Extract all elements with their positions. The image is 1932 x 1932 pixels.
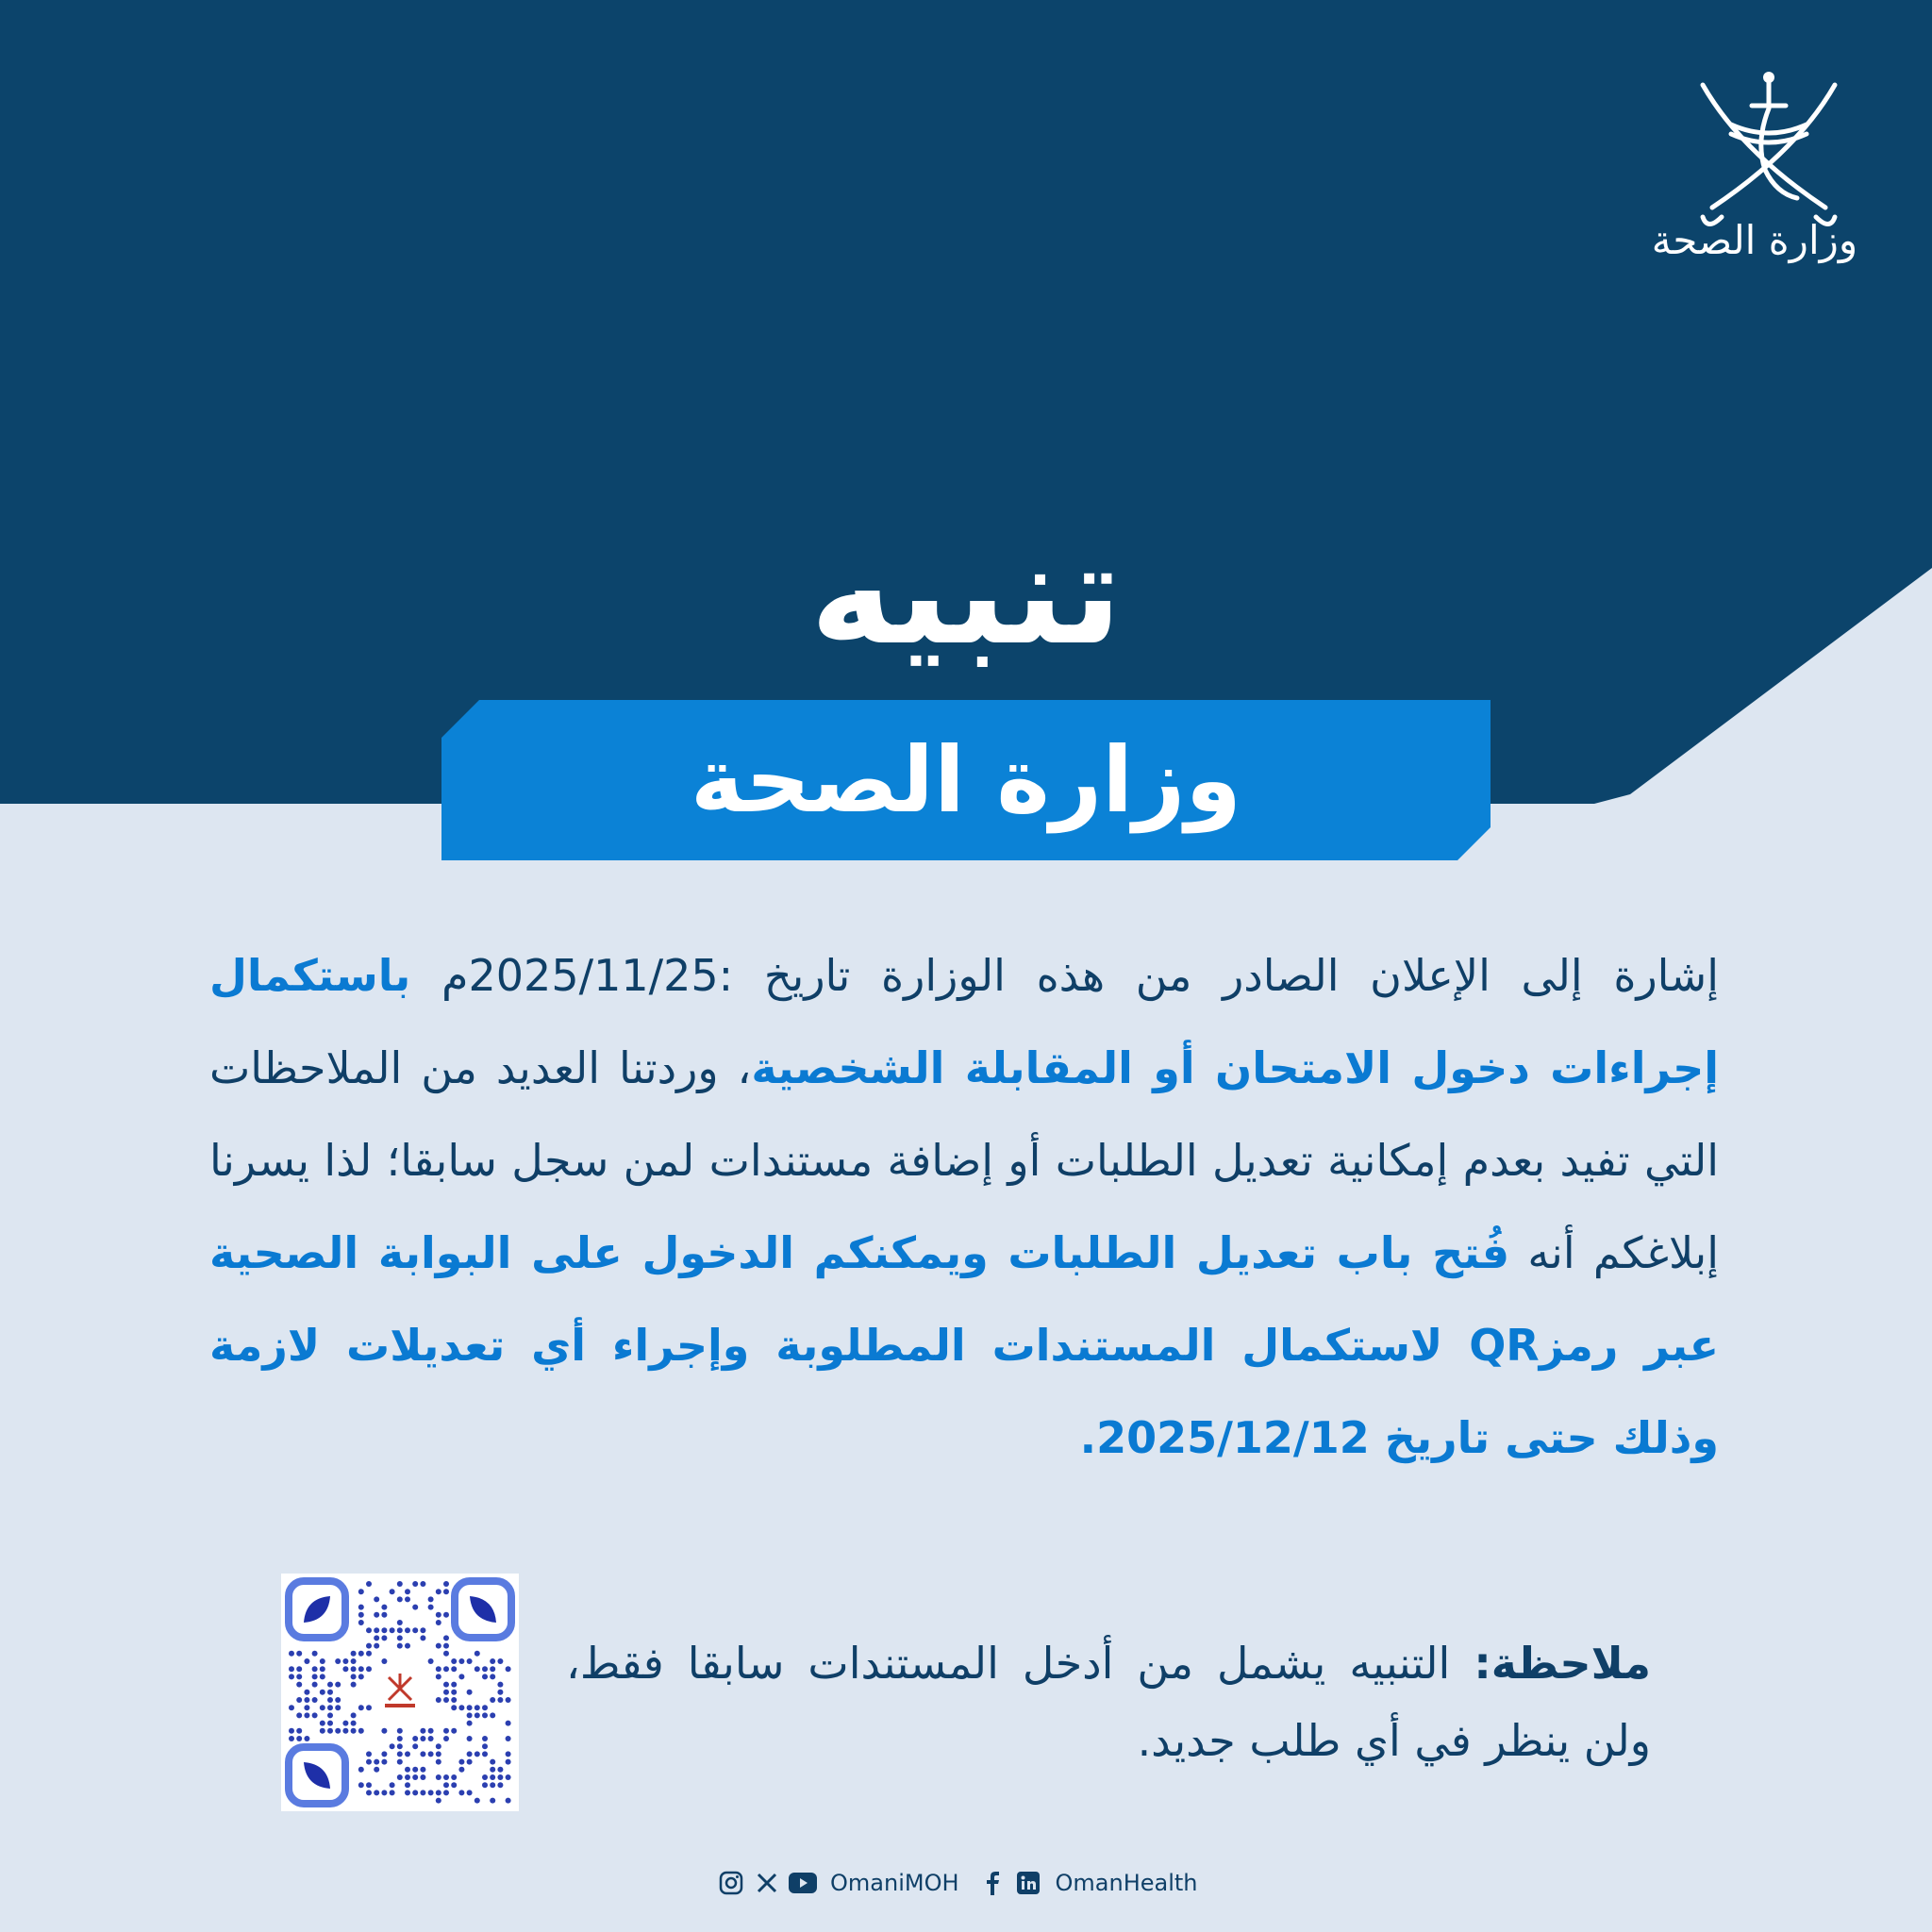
qr-module (412, 1767, 418, 1773)
qr-module (443, 1651, 449, 1657)
qr-finder-top-left (289, 1581, 345, 1638)
qr-module (304, 1712, 309, 1718)
handle-omanhealth[interactable]: OmanHealth (1055, 1870, 1198, 1896)
qr-module (451, 1782, 457, 1788)
qr-module (412, 1627, 418, 1633)
qr-module (397, 1736, 403, 1741)
qr-module (451, 1697, 457, 1703)
qr-module (428, 1790, 434, 1795)
qr-module (467, 1690, 473, 1695)
qr-module (296, 1728, 302, 1734)
qr-module (366, 1627, 372, 1633)
qr-module (506, 1697, 511, 1703)
qr-module (467, 1759, 473, 1765)
qr-module (366, 1643, 372, 1649)
qr-module (458, 1759, 464, 1765)
qr-module (289, 1651, 294, 1657)
body-highlight-2: فُتح باب تعديل الطلبات ويمكنكم الدخول على البوابة الصحية عبر رمزQR لاستكمال المستندات المطلوبة وإجراء أي تعديلات لازمة وذلك حتى تاريخ 2025/12/12. (209, 1227, 1719, 1463)
qr-module (458, 1767, 464, 1773)
qr-module (335, 1728, 341, 1734)
qr-module (467, 1712, 473, 1718)
qr-module (490, 1798, 495, 1804)
qr-module (335, 1658, 341, 1664)
qr-module (451, 1774, 457, 1780)
qr-module (390, 1627, 395, 1633)
qr-module (296, 1697, 302, 1703)
qr-module (428, 1658, 434, 1664)
qr-module (397, 1620, 403, 1625)
qr-module (420, 1728, 425, 1734)
qr-module (327, 1682, 333, 1688)
qr-module (312, 1712, 318, 1718)
qr-module (451, 1666, 457, 1672)
qr-module (358, 1728, 364, 1734)
qr-module (296, 1674, 302, 1679)
qr-module (312, 1682, 318, 1688)
handle-omanimoh[interactable]: OmaniMOH (830, 1870, 959, 1896)
qr-module (304, 1697, 309, 1703)
qr-module (443, 1635, 449, 1641)
qr-module (358, 1651, 364, 1657)
qr-module (289, 1666, 294, 1672)
qr-module (320, 1666, 325, 1672)
qr-module (436, 1666, 441, 1672)
qr-module (420, 1627, 425, 1633)
qr-module (482, 1751, 488, 1757)
qr-module (374, 1627, 379, 1633)
qr-module (296, 1651, 302, 1657)
qr-module (312, 1674, 318, 1679)
qr-module (358, 1666, 364, 1672)
qr-module (420, 1751, 425, 1757)
qr-module (358, 1782, 364, 1788)
qr-module (428, 1605, 434, 1610)
note-text: التنبيه يشمل من أدخل المستندات سابقا فقط، ولن ينظر في أي طلب جديد. (566, 1638, 1651, 1766)
qr-module (443, 1697, 449, 1703)
qr-module (420, 1774, 425, 1780)
qr-module (467, 1658, 473, 1664)
qr-module (351, 1712, 357, 1718)
qr-module (390, 1782, 395, 1788)
qr-module (467, 1751, 473, 1757)
qr-module (304, 1705, 309, 1710)
qr-module (335, 1705, 341, 1710)
qr-module (342, 1721, 348, 1726)
qr-module (405, 1774, 410, 1780)
qr-module (475, 1712, 480, 1718)
qr-module (366, 1751, 372, 1757)
qr-module (296, 1736, 302, 1741)
qr-module (381, 1751, 387, 1757)
qr-module (482, 1674, 488, 1679)
qr-module (436, 1697, 441, 1703)
qr-module (374, 1790, 379, 1795)
qr-module (296, 1712, 302, 1718)
qr-module (443, 1643, 449, 1649)
qr-module (381, 1627, 387, 1633)
qr-module (381, 1790, 387, 1795)
qr-module (443, 1666, 449, 1672)
qr-module (420, 1790, 425, 1795)
qr-module (304, 1690, 309, 1695)
qr-module (443, 1589, 449, 1594)
qr-module (335, 1682, 341, 1688)
qr-module (374, 1635, 379, 1641)
qr-module (436, 1798, 441, 1804)
qr-module (451, 1658, 457, 1664)
qr-module (428, 1728, 434, 1734)
qr-module (436, 1643, 441, 1649)
qr-module (390, 1589, 395, 1594)
qr-module (327, 1728, 333, 1734)
qr-module (351, 1721, 357, 1726)
qr-module (358, 1674, 364, 1679)
qr-module (467, 1705, 473, 1710)
qr-module (436, 1790, 441, 1795)
qr-module (443, 1728, 449, 1734)
qr-module (397, 1751, 403, 1757)
qr-module (397, 1728, 403, 1734)
qr-module (490, 1782, 495, 1788)
qr-module (327, 1690, 333, 1695)
qr-module (405, 1767, 410, 1773)
qr-module (405, 1596, 410, 1602)
qr-module (482, 1666, 488, 1672)
qr-module (366, 1651, 372, 1657)
qr-module (475, 1798, 480, 1804)
qr-module (320, 1690, 325, 1695)
qr-module (412, 1743, 418, 1749)
qr-module (397, 1774, 403, 1780)
qr-module (482, 1774, 488, 1780)
qr-module (366, 1790, 372, 1795)
qr-module (412, 1605, 418, 1610)
logo-wordmark: وزارة الصحة (1651, 217, 1858, 263)
qr-module (296, 1666, 302, 1672)
qr-module (420, 1736, 425, 1741)
qr-module (405, 1627, 410, 1633)
qr-module (506, 1759, 511, 1765)
qr-module (374, 1643, 379, 1649)
qr-module (467, 1736, 473, 1741)
qr-module (320, 1705, 325, 1710)
qr-module (482, 1736, 488, 1741)
qr-module (397, 1743, 403, 1749)
qr-module (475, 1651, 480, 1657)
qr-module (490, 1774, 495, 1780)
qr-module (320, 1674, 325, 1679)
qr-module (312, 1666, 318, 1672)
qr-module (428, 1596, 434, 1602)
qr-module (381, 1658, 387, 1664)
qr-module (320, 1728, 325, 1734)
qr-module (436, 1620, 441, 1625)
qr-module (443, 1581, 449, 1587)
qr-module (320, 1721, 325, 1726)
qr-module (342, 1728, 348, 1734)
qr-module (506, 1798, 511, 1804)
qr-module (490, 1712, 495, 1718)
ribbon-label: وزارة الصحة (690, 727, 1242, 833)
qr-module (458, 1790, 464, 1795)
qr-module (289, 1736, 294, 1741)
qr-module (366, 1782, 372, 1788)
qr-module (405, 1643, 410, 1649)
qr-module (304, 1658, 309, 1664)
qr-module (405, 1751, 410, 1757)
qr-module (296, 1682, 302, 1688)
qr-module (327, 1721, 333, 1726)
qr-module (436, 1612, 441, 1618)
qr-module (506, 1736, 511, 1741)
qr-module (428, 1736, 434, 1741)
qr-module (351, 1666, 357, 1672)
qr-module (482, 1705, 488, 1710)
qr-module (490, 1674, 495, 1679)
qr-module (358, 1767, 364, 1773)
qr-module (351, 1674, 357, 1679)
qr-module (327, 1697, 333, 1703)
qr-module (342, 1666, 348, 1672)
qr-finder-top-right (455, 1581, 511, 1638)
qr-module (475, 1666, 480, 1672)
qr-module (397, 1581, 403, 1587)
qr-module (412, 1736, 418, 1741)
announcement-body (209, 929, 1719, 1484)
qr-module (381, 1635, 387, 1641)
qr-code[interactable] (281, 1574, 519, 1811)
qr-module (497, 1690, 503, 1695)
qr-module (436, 1751, 441, 1757)
qr-module (458, 1705, 464, 1710)
body-segment-1: إشارة إلى الإعلان الصادر من هذه الوزارة تاريخ :2025/11/25م (410, 950, 1719, 1001)
qr-module (490, 1666, 495, 1672)
qr-module (374, 1759, 379, 1765)
qr-module (420, 1767, 425, 1773)
qr-module (412, 1774, 418, 1780)
social-footer (717, 1864, 1245, 1902)
qr-module (381, 1605, 387, 1610)
qr-module (475, 1751, 480, 1757)
qr-module (497, 1697, 503, 1703)
qr-module (397, 1635, 403, 1641)
qr-module (289, 1728, 294, 1734)
qr-module (335, 1697, 341, 1703)
qr-module (374, 1612, 379, 1618)
qr-module (482, 1743, 488, 1749)
qr-module (458, 1674, 464, 1679)
page-title: تنبيه (809, 512, 1123, 676)
qr-module (390, 1743, 395, 1749)
qr-module (451, 1690, 457, 1695)
qr-module (358, 1605, 364, 1610)
qr-module (490, 1759, 495, 1765)
qr-module (497, 1767, 503, 1773)
qr-module (506, 1666, 511, 1672)
qr-module (436, 1774, 441, 1780)
qr-module (436, 1759, 441, 1765)
qr-module (497, 1782, 503, 1788)
qr-module (467, 1721, 473, 1726)
qr-module (428, 1751, 434, 1757)
qr-module (351, 1728, 357, 1734)
qr-module (351, 1651, 357, 1657)
qr-module (420, 1581, 425, 1587)
qr-module (436, 1589, 441, 1594)
qr-module (327, 1705, 333, 1710)
youtube-icon[interactable] (789, 1869, 817, 1897)
qr-module (312, 1697, 318, 1703)
qr-module (497, 1658, 503, 1664)
qr-module (374, 1767, 379, 1773)
note-label: ملاحظة: (1474, 1638, 1651, 1689)
qr-module (458, 1658, 464, 1664)
qr-module (289, 1674, 294, 1679)
instagram-icon[interactable] (717, 1869, 745, 1897)
qr-module (390, 1790, 395, 1795)
qr-module (482, 1782, 488, 1788)
body-segment-2: ، وردتنا العديد من الملاحظات التي تفيد بعدم إمكانية تعديل الطلبات أو إضافة مستندات لمن سجل سابقا؛ لذا يسرنا إبلاغكم أنه (209, 1042, 1719, 1278)
qr-module (443, 1790, 449, 1795)
body-highlight-1: باستكمال إجراءات دخول الامتحان أو المقابلة الشخصية (209, 950, 1719, 1093)
qr-module (358, 1612, 364, 1618)
qr-module (506, 1721, 511, 1726)
qr-module (312, 1651, 318, 1657)
qr-module (405, 1589, 410, 1594)
qr-module (412, 1790, 418, 1795)
qr-module (351, 1658, 357, 1664)
qr-module (342, 1658, 348, 1664)
qr-module (467, 1790, 473, 1795)
qr-module (304, 1736, 309, 1741)
qr-module (397, 1643, 403, 1649)
qr-module (366, 1666, 372, 1672)
qr-module (405, 1790, 410, 1795)
qr-module (381, 1759, 387, 1765)
qr-module (490, 1658, 495, 1664)
qr-module (436, 1674, 441, 1679)
qr-module (358, 1620, 364, 1625)
qr-module (327, 1712, 333, 1718)
qr-module (497, 1682, 503, 1688)
x-icon[interactable] (753, 1869, 781, 1897)
qr-module (420, 1635, 425, 1641)
qr-module (506, 1774, 511, 1780)
facebook-icon[interactable] (978, 1869, 1007, 1897)
qr-module (397, 1627, 403, 1633)
qr-module (381, 1728, 387, 1734)
qr-module (443, 1736, 449, 1741)
qr-module (397, 1759, 403, 1765)
qr-module (289, 1705, 294, 1710)
qr-module (381, 1612, 387, 1618)
qr-module (351, 1682, 357, 1688)
qr-module (443, 1782, 449, 1788)
qr-module (412, 1581, 418, 1587)
qr-module (497, 1774, 503, 1780)
qr-module (366, 1759, 372, 1765)
qr-module (451, 1705, 457, 1710)
qr-module (443, 1774, 449, 1780)
qr-module (506, 1751, 511, 1757)
qr-module (397, 1596, 403, 1602)
qr-module (320, 1658, 325, 1664)
qr-module (443, 1612, 449, 1618)
note-box (566, 1624, 1651, 1779)
qr-module (358, 1589, 364, 1594)
qr-finder-bottom-left (289, 1747, 345, 1804)
qr-module (366, 1705, 372, 1710)
linkedin-icon[interactable] (1014, 1869, 1042, 1897)
qr-module (451, 1728, 457, 1734)
qr-module (475, 1705, 480, 1710)
qr-module (451, 1682, 457, 1688)
qr-module (490, 1697, 495, 1703)
qr-module (490, 1767, 495, 1773)
qr-module (443, 1682, 449, 1688)
qr-module (358, 1705, 364, 1710)
qr-module (482, 1712, 488, 1718)
qr-module (405, 1782, 410, 1788)
qr-module (366, 1581, 372, 1587)
qr-module (443, 1690, 449, 1695)
qr-module (436, 1743, 441, 1749)
qr-module (374, 1596, 379, 1602)
